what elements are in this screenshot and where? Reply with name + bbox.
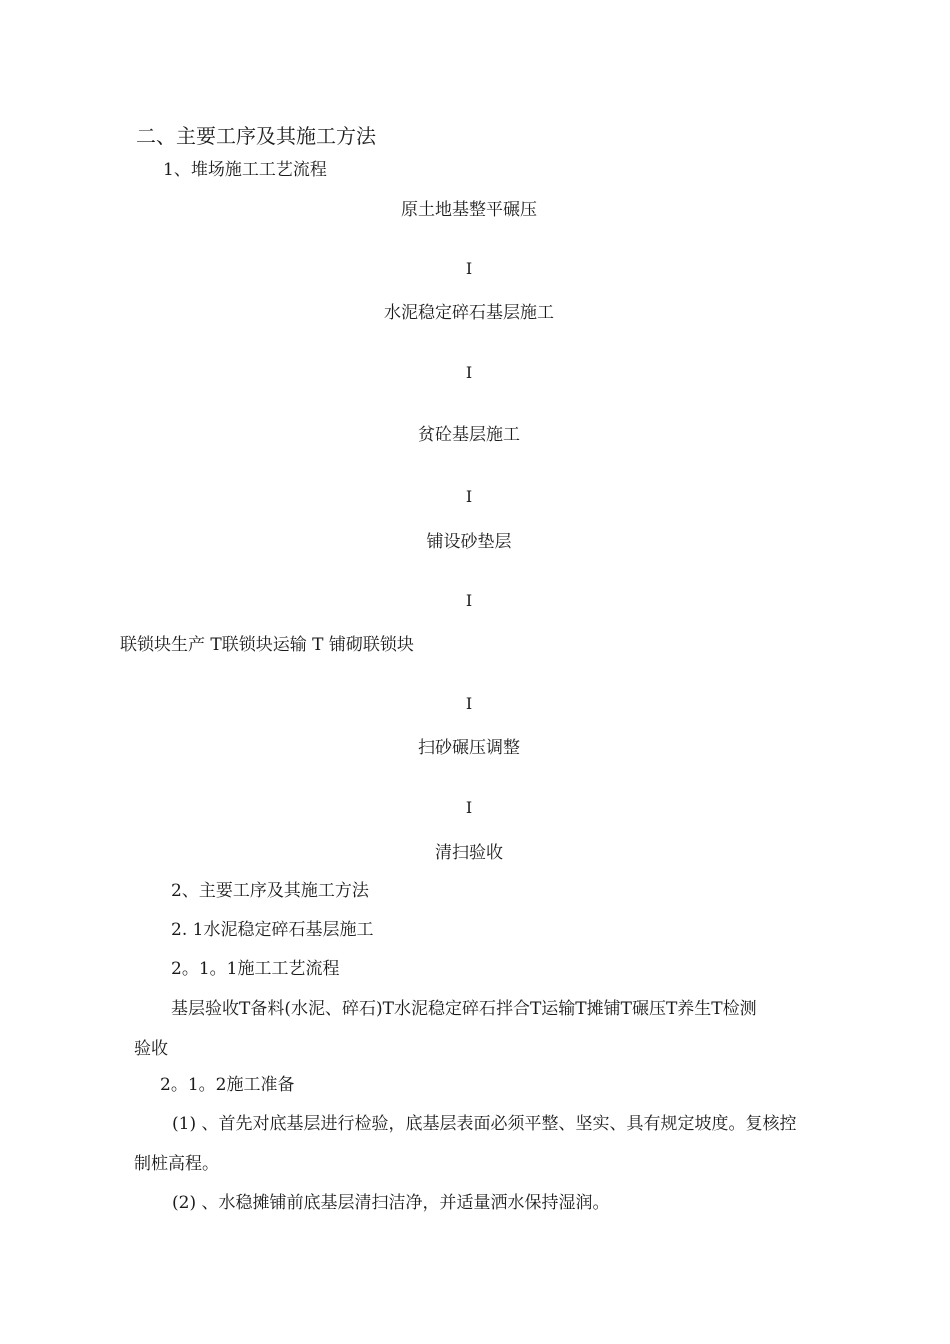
flow-step: 贫砼基层施工: [418, 425, 520, 445]
section-heading: 二、主要工序及其施工方法: [136, 124, 376, 148]
flow-arrow-down-icon: I: [465, 259, 473, 278]
flow-arrow-down-icon: I: [465, 591, 473, 610]
body-paragraph-line: 验收: [134, 1039, 168, 1059]
flow-arrow-down-icon: I: [465, 487, 473, 506]
flow-step: 扫砂碾压调整: [418, 738, 520, 758]
subsection-heading: 1、堆场施工工艺流程: [163, 160, 327, 180]
subsection-heading: 2. 1水泥稳定碎石基层施工: [171, 920, 374, 940]
subsection-heading: 2、主要工序及其施工方法: [171, 881, 369, 901]
flow-step: 清扫验收: [435, 843, 503, 863]
flow-arrow-down-icon: I: [465, 363, 473, 382]
flow-step: 联锁块生产 T联锁块运输 T 铺砌联锁块: [120, 635, 414, 655]
subsection-heading: 2。1。2施工准备: [160, 1075, 295, 1095]
flow-arrow-down-icon: I: [465, 694, 473, 713]
flow-step: 原土地基整平碾压: [401, 200, 537, 220]
body-paragraph-line: 基层验收T备料(水泥、碎石)T水泥稳定碎石拌合T运输T摊铺T碾压T养生T检测: [171, 999, 757, 1019]
body-paragraph-line: (2) 、水稳摊铺前底基层清扫洁净，并适量洒水保持湿润。: [172, 1193, 610, 1213]
body-paragraph-line: 制桩高程。: [134, 1154, 219, 1174]
body-paragraph-line: (1) 、首先对底基层进行检验，底基层表面必须平整、坚实、具有规定坡度。复核控: [172, 1114, 797, 1134]
flow-step: 水泥稳定碎石基层施工: [384, 303, 554, 323]
subsection-heading: 2。1。1施工工艺流程: [171, 959, 340, 979]
flow-step: 铺设砂垫层: [426, 532, 512, 552]
flow-arrow-down-icon: I: [465, 798, 473, 817]
